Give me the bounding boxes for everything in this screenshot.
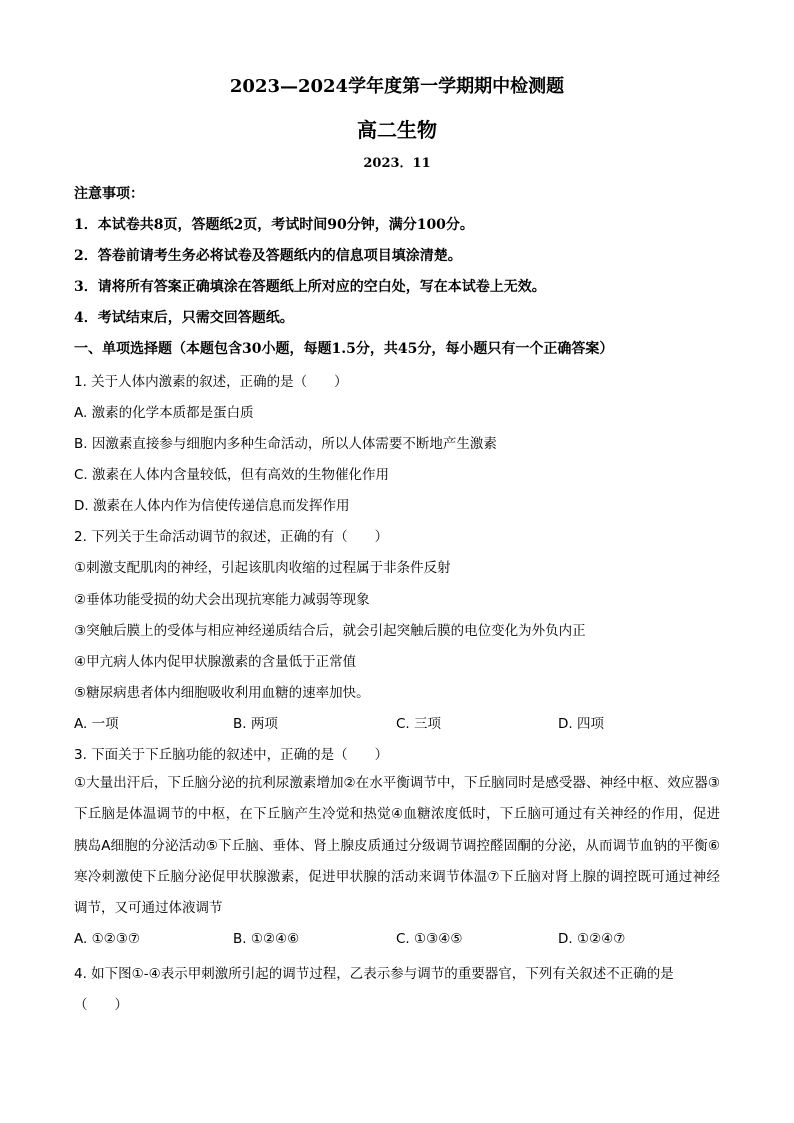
note-item-3: 3．请将所有答案正确填涂在答题纸上所对应的空白处，写在本试卷上无效。 bbox=[74, 279, 546, 295]
note-item-2: 2．答卷前请考生务必将试卷及答题纸内的信息项目填涂清楚。 bbox=[74, 248, 462, 264]
note-item-4: 4．考试结束后，只需交回答题纸。 bbox=[74, 310, 294, 326]
question-2-statement-4: ④甲亢病人体内促甲状腺激素的含量低于正常值 bbox=[74, 654, 357, 670]
question-2-statement-5: ⑤糖尿病患者体内细胞吸收利用血糖的速率加快。 bbox=[74, 685, 370, 701]
question-2-stem: 2. 下列关于生命活动调节的叙述，正确的有（ ） bbox=[74, 529, 389, 545]
question-2-option-d: D. 四项 bbox=[558, 716, 604, 732]
question-2-statement-1: ①刺激支配肌肉的神经，引起该肌肉收缩的过程属于非条件反射 bbox=[74, 560, 451, 576]
question-3-stem: 3. 下面关于下丘脑功能的叙述中，正确的是（ ） bbox=[74, 747, 389, 763]
question-3-option-d: D. ①②④⑦ bbox=[558, 931, 626, 947]
question-1-option-c: C. 激素在人体内含量较低，但有高效的生物催化作用 bbox=[74, 467, 390, 483]
section-heading: 一、单项选择题（本题包含30小题，每题1.5分，共45分，每小题只有一个正确答案） bbox=[74, 341, 614, 357]
exam-date: 2023．11 bbox=[363, 156, 431, 171]
question-1-stem: 1. 关于人体内激素的叙述，正确的是（ ） bbox=[74, 374, 348, 390]
question-3-option-c: C. ①③④⑤ bbox=[396, 931, 463, 947]
question-2-option-c: C. 三项 bbox=[396, 716, 442, 732]
exam-title: 2023—2024学年度第一学期期中检测题 bbox=[229, 76, 565, 97]
question-2-option-b: B. 两项 bbox=[233, 716, 278, 732]
note-item-1: 1．本试卷共8页，答题纸2页，考试时间90分钟，满分100分。 bbox=[74, 217, 474, 233]
question-4-stem-tail: （ ） bbox=[74, 997, 128, 1013]
question-2-option-a: A. 一项 bbox=[74, 716, 119, 732]
question-2-statement-3: ③突触后膜上的受体与相应神经递质结合后，就会引起突触后膜的电位变化为外负内正 bbox=[74, 623, 586, 639]
question-3-body: ①大量出汗后，下丘脑分泌的抗利尿激素增加②在水平衡调节中，下丘脑同时是感受器、神经中枢、效应器③下丘脑是体温调节的中枢，在下丘脑产生冷觉和热觉④血糖浓度低时，下丘脑可通过有关神经的作用，促进胰岛A细胞的分泌活动⑤下丘脑、垂体、肾上腺皮质通过分级调节调控醛固酮的分泌，从而调节血钠的平衡⑥寒冷刺激使下丘脑分泌促甲状腺激素，促进甲状腺的活动来调节体温⑦下丘脑对肾上腺的调控既可通过神经调节，又可通过体液调节 bbox=[74, 775, 720, 917]
question-3-option-a: A. ①②③⑦ bbox=[74, 931, 140, 947]
question-1-option-a: A. 激素的化学本质都是蛋白质 bbox=[74, 405, 254, 421]
question-1-option-b: B. 因激素直接参与细胞内多种生命活动，所以人体需要不断地产生激素 bbox=[74, 436, 497, 452]
question-2-statement-2: ②垂体功能受损的幼犬会出现抗寒能力减弱等现象 bbox=[74, 592, 370, 608]
subject-title: 高二生物 bbox=[357, 118, 437, 142]
question-3-option-b: B. ①②④⑥ bbox=[233, 931, 300, 947]
question-1-option-d: D. 激素在人体内作为信使传递信息而发挥作用 bbox=[74, 498, 350, 514]
question-4-stem: 4. 如下图①-④表示甲刺激所引起的调节过程，乙表示参与调节的重要器官，下列有关叙述不正确的是 bbox=[74, 966, 674, 982]
notes-heading: 注意事项： bbox=[74, 186, 144, 202]
